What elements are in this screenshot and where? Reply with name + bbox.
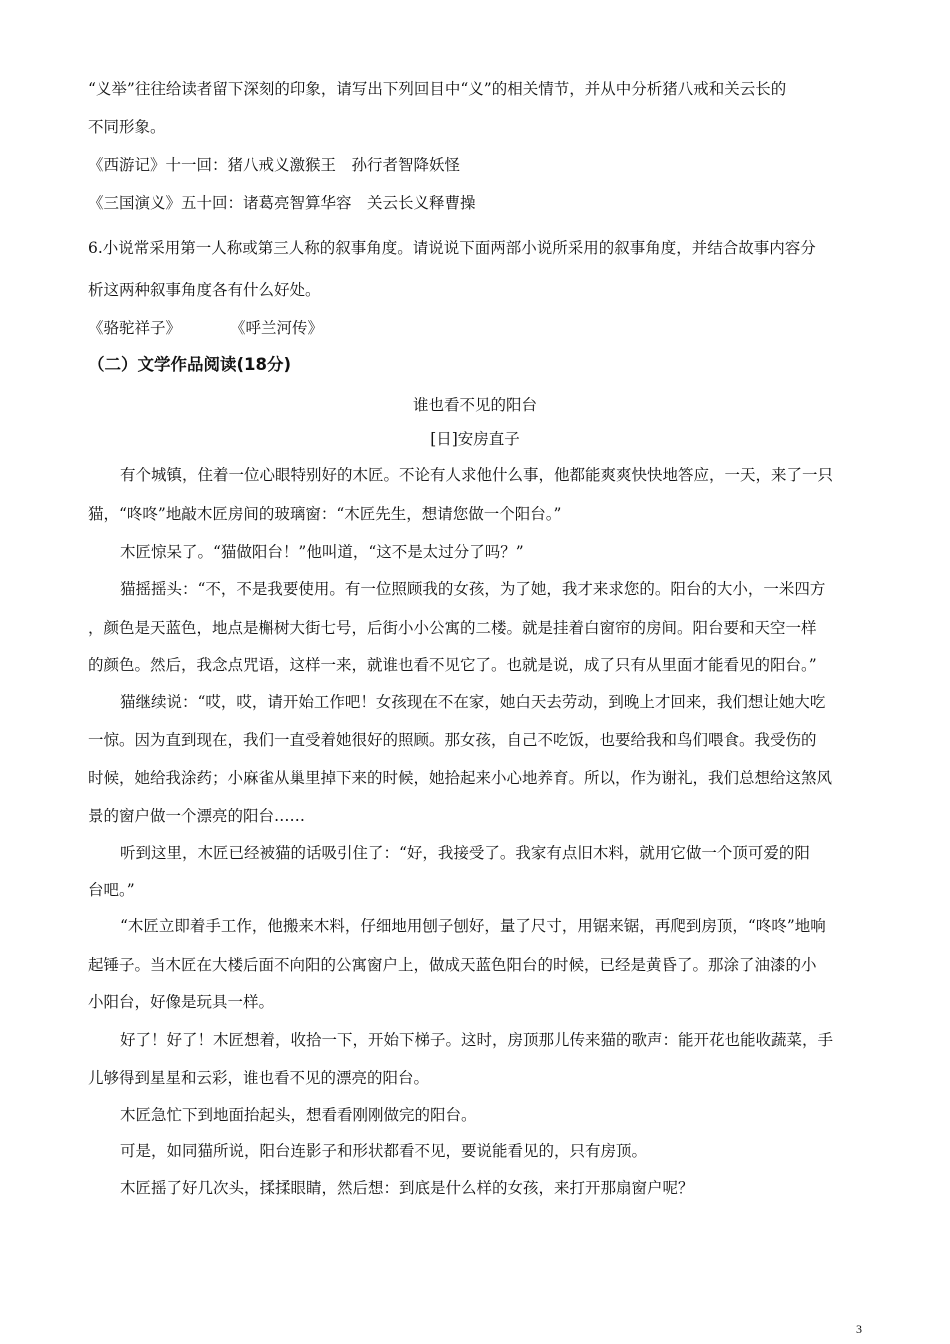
question6-line-1: 6.小说常采用第一人称或第三人称的叙事角度。请说说下面两部小说所采用的叙事角度，并结合故事内容分 xyxy=(88,239,816,257)
story-line: “木匠立即着手工作，他搬来木料，仔细地用刨子刨好，量了尺寸，用锯来锯，再爬到房顶，“咚咚”地响 xyxy=(120,917,826,935)
story-line: 听到这里，木匠已经被猫的话吸引住了：“好，我接受了。我家有点旧木料，就用它做一个顶可爱的阳 xyxy=(120,844,810,862)
story-line: 有个城镇，住着一位心眼特别好的木匠。不论有人求他什么事，他都能爽爽快快地答应，一天，来了一只 xyxy=(120,466,834,484)
story-line: 猫，“咚咚”地敲木匠房间的玻璃窗：“木匠先生，想请您做一个阳台。” xyxy=(88,505,562,523)
story-line: 可是，如同猫所说，阳台连影子和形状都看不见，要说能看见的，只有房顶。 xyxy=(120,1142,648,1160)
story-line: 儿够得到星星和云彩，谁也看不见的漂亮的阳台。 xyxy=(88,1069,430,1087)
story-line: 木匠惊呆了。“猫做阳台！”他叫道，“这不是太过分了吗？” xyxy=(120,543,524,561)
question5-item-1: 《西游记》十一回：猪八戒义激猴王 孙行者智降妖怪 xyxy=(88,156,461,174)
question6-line-2: 析这两种叙事角度各有什么好处。 xyxy=(88,281,321,299)
book-title-1: 《骆驼祥子》 xyxy=(88,319,182,337)
story-line: 木匠急忙下到地面抬起头，想看看刚刚做完的阳台。 xyxy=(120,1106,477,1124)
question6-books xyxy=(88,317,910,339)
story-line: 时候，她给我涂药；小麻雀从巢里掉下来的时候，她拾起来小心地养育。所以，作为谢礼，我们总想给这煞风 xyxy=(88,769,833,787)
story-line: 木匠摇了好几次头，揉揉眼睛，然后想：到底是什么样的女孩，来打开那扇窗户呢？ xyxy=(120,1179,694,1197)
question5-line-1: “义举”往往给读者留下深刻的印象，请写出下列回目中“义”的相关情节，并从中分析猪八戒和关云长的 xyxy=(88,80,787,98)
question5-item-2: 《三国演义》五十回：诸葛亮智算华容 关云长义释曹操 xyxy=(88,194,476,212)
section-title: （二）文学作品阅读(18分) xyxy=(88,355,292,374)
story-line: 猫摇摇头：“不，不是我要使用。有一位照顾我的女孩，为了她，我才来求您的。阳台的大小，一米四方 xyxy=(120,580,826,598)
story-line: 的颜色。然后，我念点咒语，这样一来，就谁也看不见它了。也就是说，成了只有从里面才能看见的阳台。” xyxy=(88,656,817,674)
story-line: 猫继续说：“哎，哎，请开始工作吧！女孩现在不在家，她白天去劳动，到晚上才回来，我们想让她大吃 xyxy=(120,693,826,711)
story-line: 小阳台，好像是玩具一样。 xyxy=(88,993,275,1011)
page-number: 3 xyxy=(856,1322,862,1336)
story-line: ，颜色是天蓝色，地点是槲树大街七号，后街小小公寓的二楼。就是挂着白窗帘的房间。阳台要和天空一样 xyxy=(88,619,817,637)
story-author: [日]安房直子 xyxy=(430,430,520,448)
story-line: 起锤子。当木匠在大楼后面不向阳的公寓窗户上，做成天蓝色阳台的时候，已经是黄昏了。那涂了油漆的小 xyxy=(88,956,817,974)
story-line: 一惊。因为直到现在，我们一直受着她很好的照顾。那女孩，自己不吃饭，也要给我和鸟们喂食。我受伤的 xyxy=(88,731,817,749)
story-title: 谁也看不见的阳台 xyxy=(412,396,537,414)
story-line: 好了！好了！木匠想着，收拾一下，开始下梯子。这时，房顶那儿传来猫的歌声：能开花也能收蔬菜，手 xyxy=(120,1031,834,1049)
question5-line-2: 不同形象。 xyxy=(88,118,166,136)
book-title-2: 《呼兰河传》 xyxy=(229,319,323,337)
story-line: 景的窗户做一个漂亮的阳台…… xyxy=(88,807,306,825)
story-line: 台吧。” xyxy=(88,881,135,899)
